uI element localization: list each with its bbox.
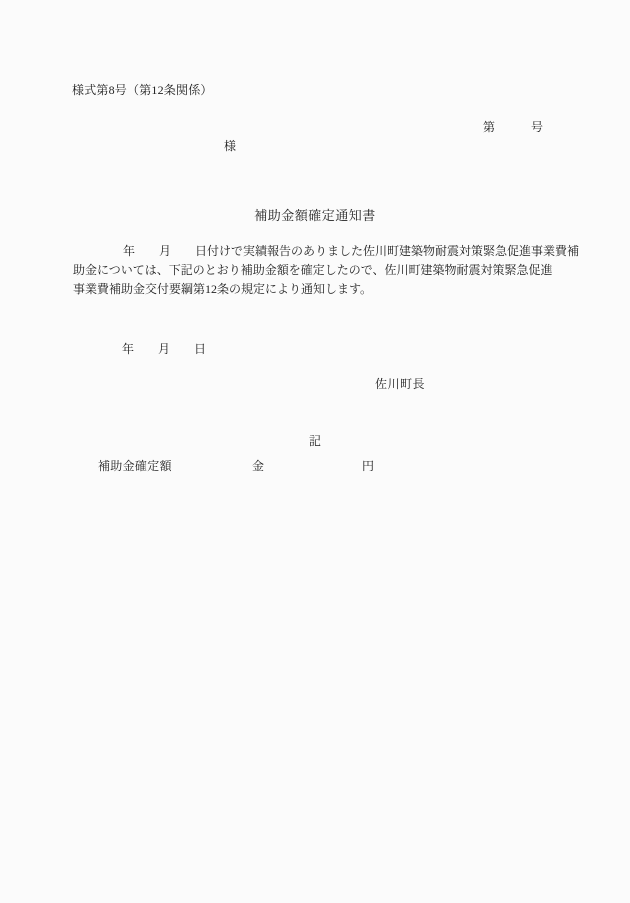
document-title: 補助金額確定通知書 bbox=[254, 208, 376, 223]
form-number: 様式第8号（第12条関係） bbox=[72, 83, 213, 97]
amount-currency-prefix: 金 bbox=[252, 459, 265, 473]
body-paragraph bbox=[73, 242, 580, 299]
body-line-1: 年 月 日付けで実績報告のありました佐川町建築物耐震対策緊急促進事業費補 bbox=[123, 244, 580, 258]
date-placeholder: 年 月 日 bbox=[122, 342, 207, 356]
amount-label: 補助金確定額 bbox=[98, 459, 172, 473]
sender-title: 佐川町長 bbox=[375, 377, 426, 391]
record-marker: 記 bbox=[308, 434, 321, 448]
document-number-placeholder: 第 号 bbox=[483, 120, 544, 134]
recipient-honorific: 様 bbox=[224, 139, 237, 153]
body-line-3: 事業費補助金交付要綱第12条の規定により通知します。 bbox=[73, 282, 373, 296]
amount-currency-suffix: 円 bbox=[362, 459, 375, 473]
body-line-2: 助金については、下記のとおり補助金額を確定したので、佐川町建築物耐震対策緊急促進 bbox=[73, 263, 553, 277]
